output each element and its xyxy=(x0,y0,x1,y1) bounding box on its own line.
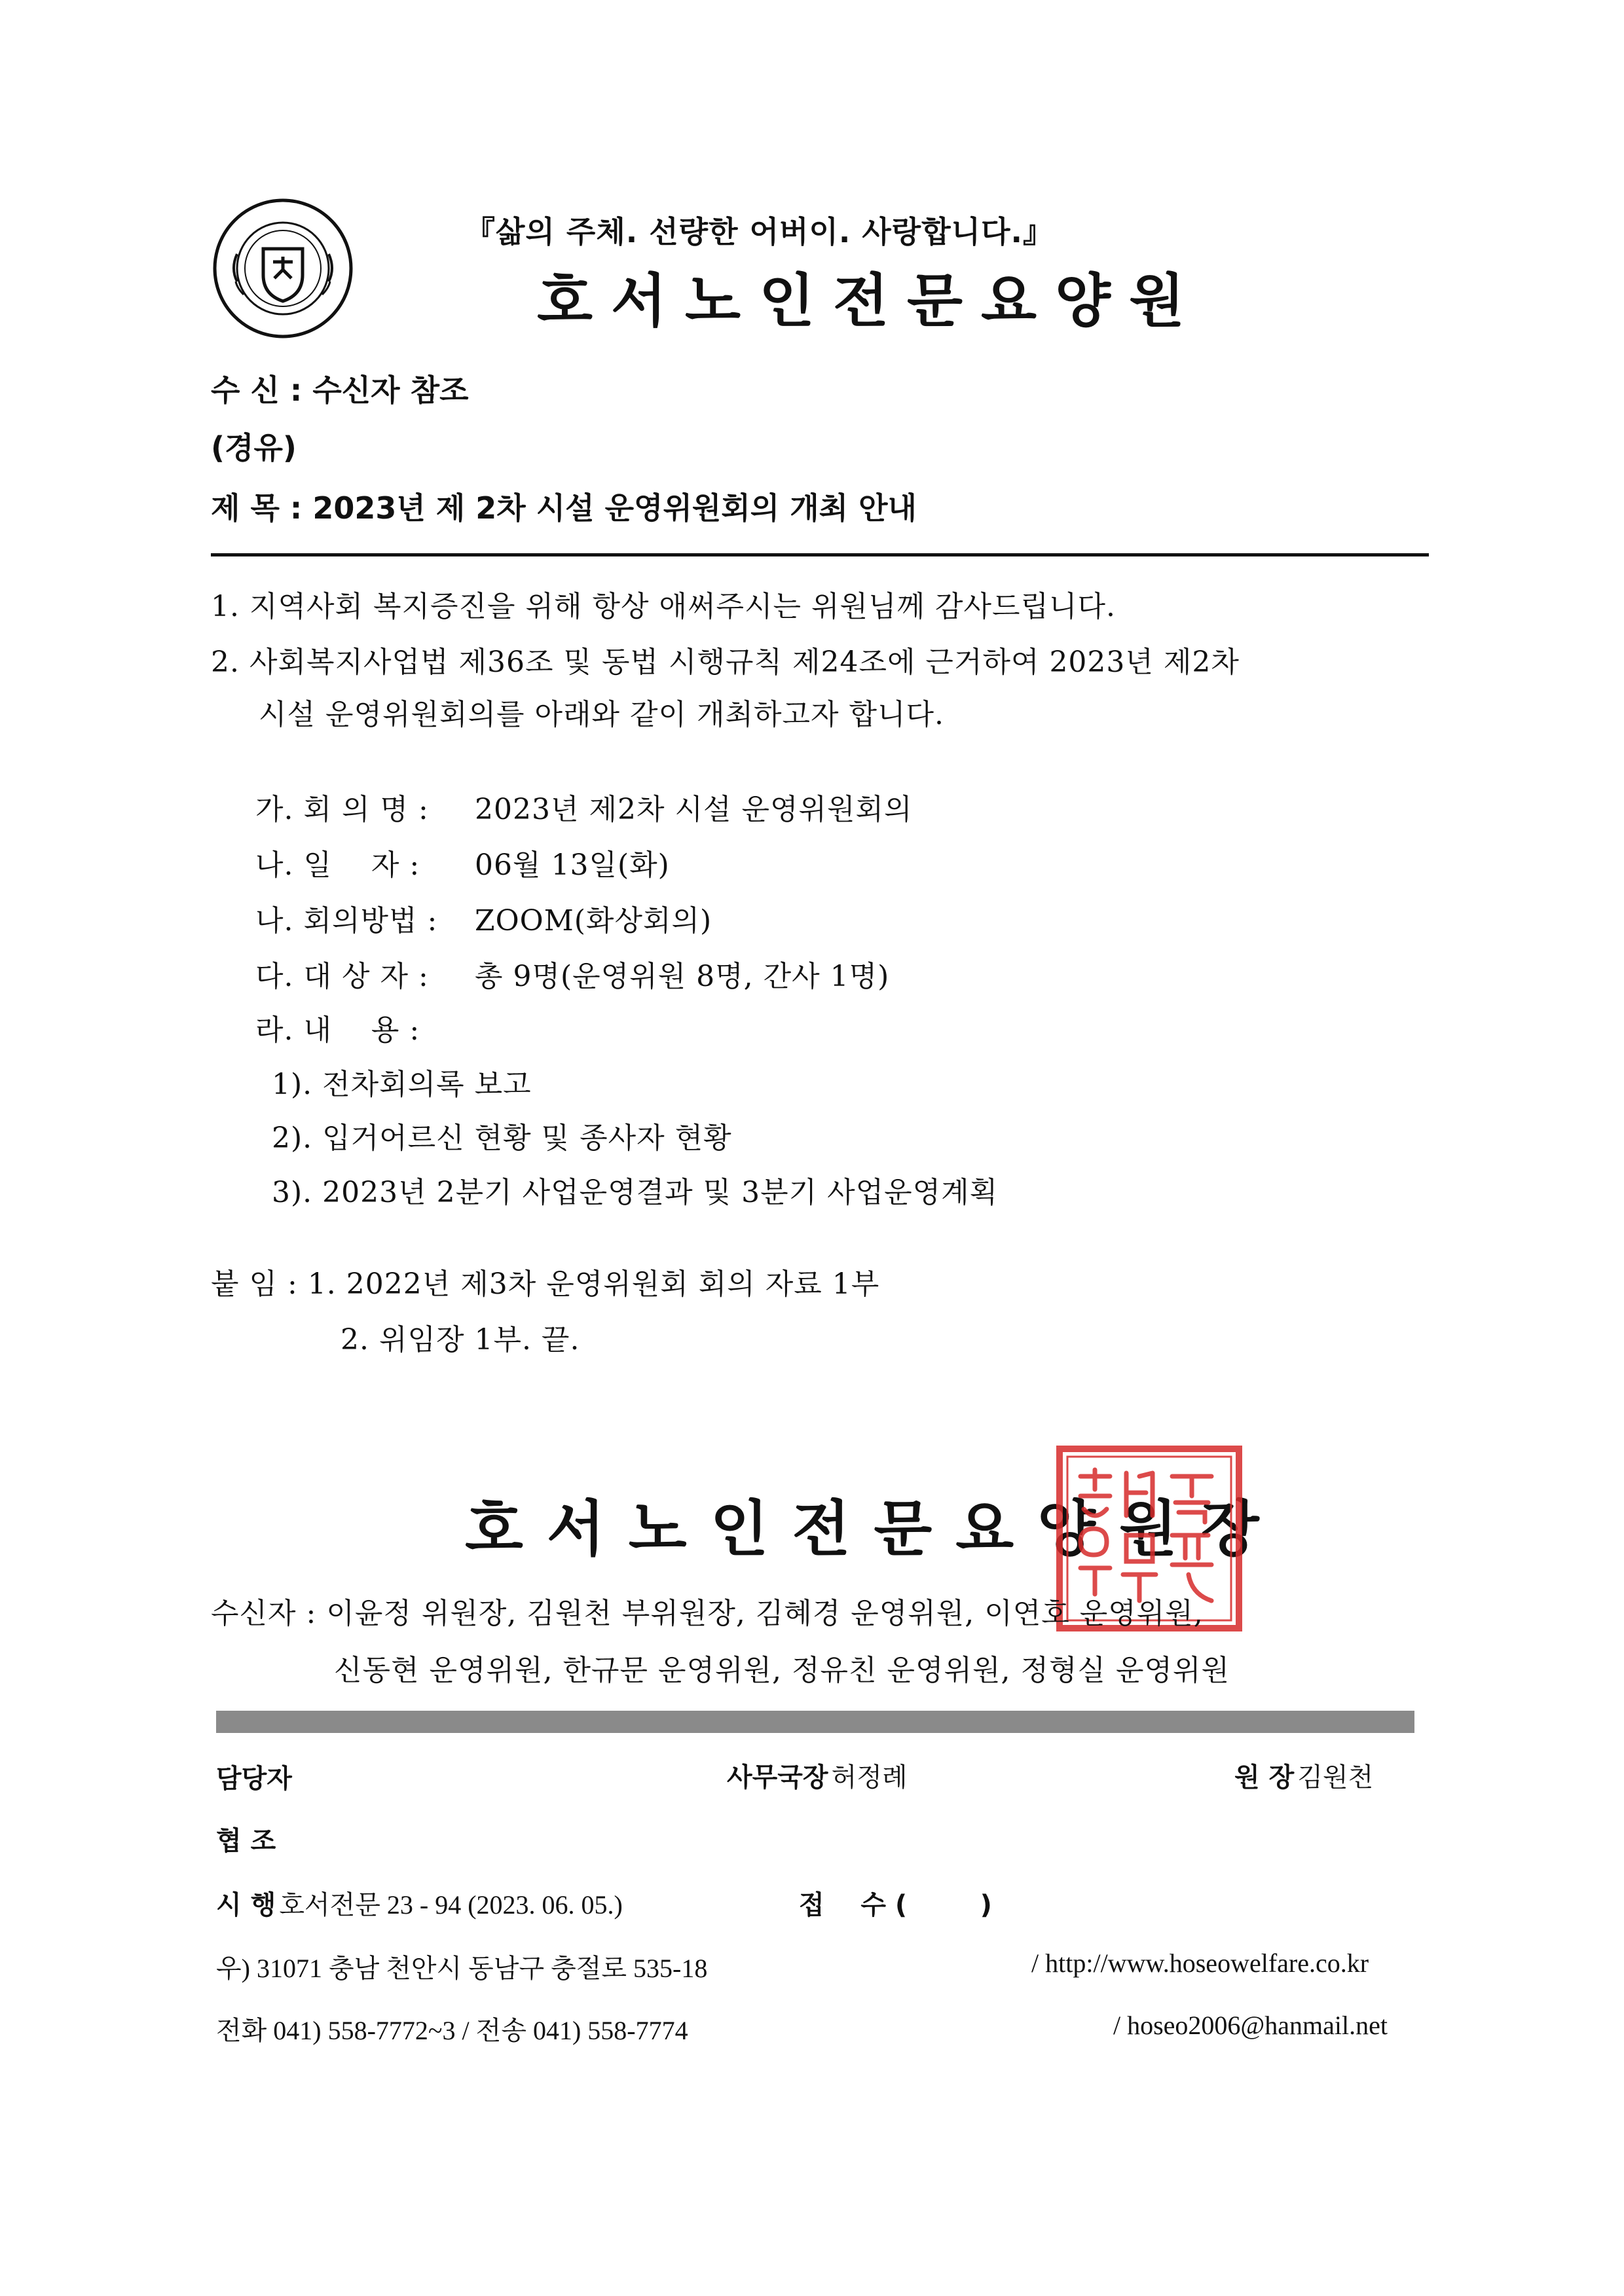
detail-label: 다. 대 상 자 : xyxy=(255,960,429,993)
director-name: 김원천 xyxy=(1297,1762,1374,1792)
director-row xyxy=(1234,1757,1373,1794)
recipient-label: 수 신 : xyxy=(211,373,303,408)
execution-value: 호서전문 23 - 94 (2023. 06. 05.) xyxy=(279,1890,623,1920)
cooperation-label: 협 조 xyxy=(216,1826,276,1856)
recipients-line-2: 신동현 운영위원, 한규문 운영위원, 정유친 운영위원, 정형실 운영위원 xyxy=(334,1654,1230,1687)
paragraph-2-line-2: 시설 운영위원회의를 아래와 같이 개최하고자 합니다. xyxy=(259,698,945,731)
detail-label: 나. 회의방법 : xyxy=(255,904,438,938)
director-label: 원 장 xyxy=(1234,1762,1295,1793)
attachment-1: 1. 2022년 제3차 운영위원회 회의 자료 1부 xyxy=(307,1267,880,1301)
attachment-label: 붙 임 : xyxy=(211,1267,298,1301)
recipients-line-1: 이윤정 위원장, 김원천 부위원장, 김혜경 운영위원, 이연호 운영위원, xyxy=(326,1597,1204,1630)
attachment-2: 2. 위임장 1부. 끝. xyxy=(341,1323,580,1357)
via-label: (경유) xyxy=(211,430,297,465)
secretary-row xyxy=(727,1757,908,1794)
detail-item xyxy=(255,953,889,994)
detail-item xyxy=(255,1006,475,1048)
subject-value: 2023년 제 2차 시설 운영위원회의 개최 안내 xyxy=(312,490,917,526)
detail-label: 가. 회 의 명 : xyxy=(255,793,429,826)
website-link[interactable]: / http://www.hoseowelfare.co.kr xyxy=(1031,1948,1369,1978)
detail-value: 총 9명(운영위원 8명, 간사 1명) xyxy=(475,960,890,993)
recipient-row xyxy=(211,367,469,410)
recipients-row-1 xyxy=(211,1590,1204,1631)
detail-label: 라. 내 용 : xyxy=(255,1013,420,1047)
footer-divider-bar xyxy=(216,1711,1414,1733)
recipients-label: 수신자 : xyxy=(211,1597,317,1630)
detail-value: 2023년 제2차 시설 운영위원회의 xyxy=(475,793,913,826)
agenda-item: 1). 전차회의록 보고 xyxy=(272,1068,532,1101)
detail-value: 06월 13일(화) xyxy=(475,848,670,882)
detail-value: ZOOM(화상회의) xyxy=(475,904,712,938)
institution-logo xyxy=(211,196,355,340)
receipt-label: 접 수 ( ) xyxy=(799,1890,992,1920)
email-link[interactable]: / hoseo2006@hanmail.net xyxy=(1113,2011,1388,2040)
detail-label: 나. 일 자 : xyxy=(255,848,420,882)
agenda-item: 3). 2023년 2분기 사업운영결과 및 3분기 사업운영계획 xyxy=(272,1176,999,1209)
detail-item xyxy=(255,841,670,883)
execution-label: 시 행 xyxy=(216,1890,276,1920)
slogan: 『삶의 주체. 선량한 어버이. 사랑합니다.』 xyxy=(465,214,1054,249)
paragraph-2-line-1: 2. 사회복지사업법 제36조 및 동법 시행규칙 제24조에 근거하여 2023년 제2차 xyxy=(211,646,1240,679)
header-divider xyxy=(211,553,1429,556)
paragraph-1: 1. 지역사회 복지증진을 위해 항상 애써주시는 위원님께 감사드립니다. xyxy=(211,590,1116,623)
recipient-value: 수신자 참조 xyxy=(312,373,469,408)
subject-label: 제 목 : xyxy=(211,490,303,526)
execution-row xyxy=(216,1884,623,1922)
phone-fax: 전화 041) 558-7772~3 / 전송 041) 558-7774 xyxy=(216,2016,688,2045)
secretary-label: 사무국장 xyxy=(727,1762,828,1793)
secretary-name: 허정례 xyxy=(831,1762,908,1792)
subject-row xyxy=(211,484,917,528)
org-title: 호서노인전문요양원 xyxy=(537,267,1204,335)
closing-name: 호서노인전문요양원장 xyxy=(465,1494,1283,1564)
attachment-row xyxy=(211,1260,879,1302)
detail-item xyxy=(255,897,712,939)
detail-item xyxy=(255,786,912,828)
agenda-item: 2). 입거어르신 현황 및 종사자 현황 xyxy=(272,1121,732,1155)
address: 우) 31071 충남 천안시 동남구 충절로 535-18 xyxy=(216,1954,708,1983)
staff-label: 담당자 xyxy=(216,1764,292,1794)
